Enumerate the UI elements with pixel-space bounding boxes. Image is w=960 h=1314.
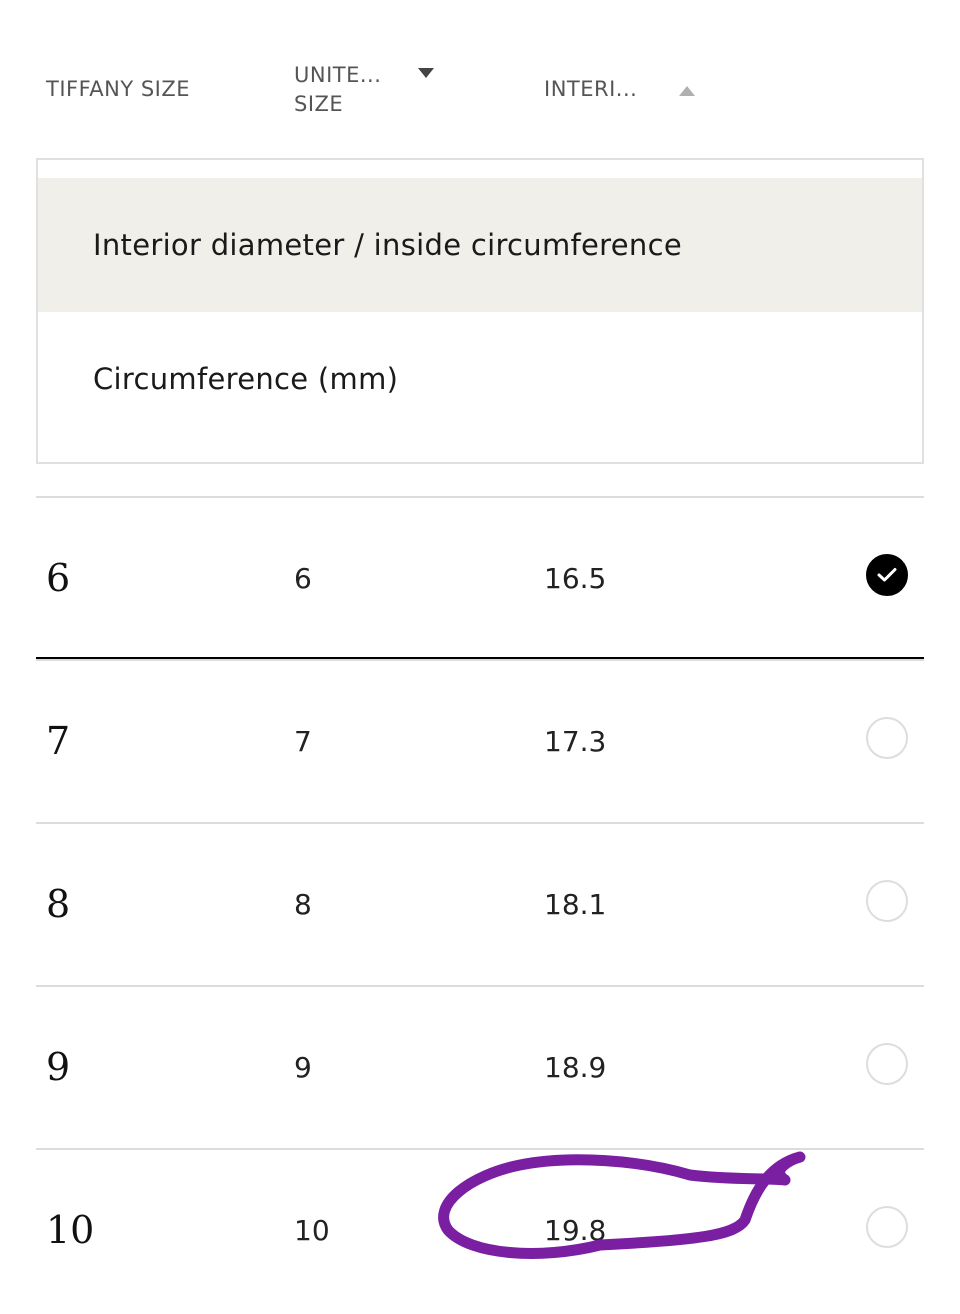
table-row[interactable]: [36, 985, 924, 1148]
header-us-size-line2: SIZE: [294, 92, 344, 116]
us-size-cell: 10: [294, 1214, 330, 1247]
diameter-cell: 18.9: [544, 1051, 607, 1084]
tiffany-size-cell: 6: [46, 556, 71, 600]
us-size-cell: 8: [294, 888, 312, 921]
us-size-cell: 6: [294, 562, 312, 595]
table-row[interactable]: [36, 1148, 924, 1311]
radio-empty-icon[interactable]: [866, 1206, 908, 1248]
diameter-cell: 17.3: [544, 725, 607, 758]
header-interior[interactable]: INTERI...: [544, 77, 638, 101]
header-us-size[interactable]: [294, 61, 404, 119]
caret-down-icon[interactable]: [418, 68, 434, 78]
measurement-dropdown: [36, 158, 924, 464]
header-tiffany-size[interactable]: TIFFANY SIZE: [46, 77, 191, 101]
radio-empty-icon[interactable]: [866, 1043, 908, 1085]
tiffany-size-cell: 9: [46, 1045, 71, 1089]
diameter-cell: 19.8: [544, 1214, 607, 1247]
us-size-cell: 7: [294, 725, 312, 758]
us-size-cell: 9: [294, 1051, 312, 1084]
radio-empty-icon[interactable]: [866, 717, 908, 759]
diameter-cell: 16.5: [544, 562, 607, 595]
tiffany-size-cell: 7: [46, 719, 71, 763]
radio-empty-icon[interactable]: [866, 880, 908, 922]
table-row[interactable]: [36, 496, 924, 659]
header-us-size-line1: UNITE...: [294, 63, 382, 87]
tiffany-size-cell: 8: [46, 882, 71, 926]
caret-up-icon[interactable]: [679, 86, 695, 96]
dropdown-option-interior-diameter[interactable]: Interior diameter / inside circumference: [38, 178, 922, 312]
table-header: [0, 0, 960, 150]
diameter-cell: 18.1: [544, 888, 607, 921]
dropdown-option-circumference[interactable]: Circumference (mm): [93, 362, 399, 396]
tiffany-size-cell: 10: [46, 1208, 95, 1252]
checkmark-icon: [877, 567, 897, 583]
check-circle-icon[interactable]: [866, 554, 908, 596]
size-table: [36, 496, 924, 1311]
table-row[interactable]: [36, 659, 924, 822]
table-row[interactable]: [36, 822, 924, 985]
